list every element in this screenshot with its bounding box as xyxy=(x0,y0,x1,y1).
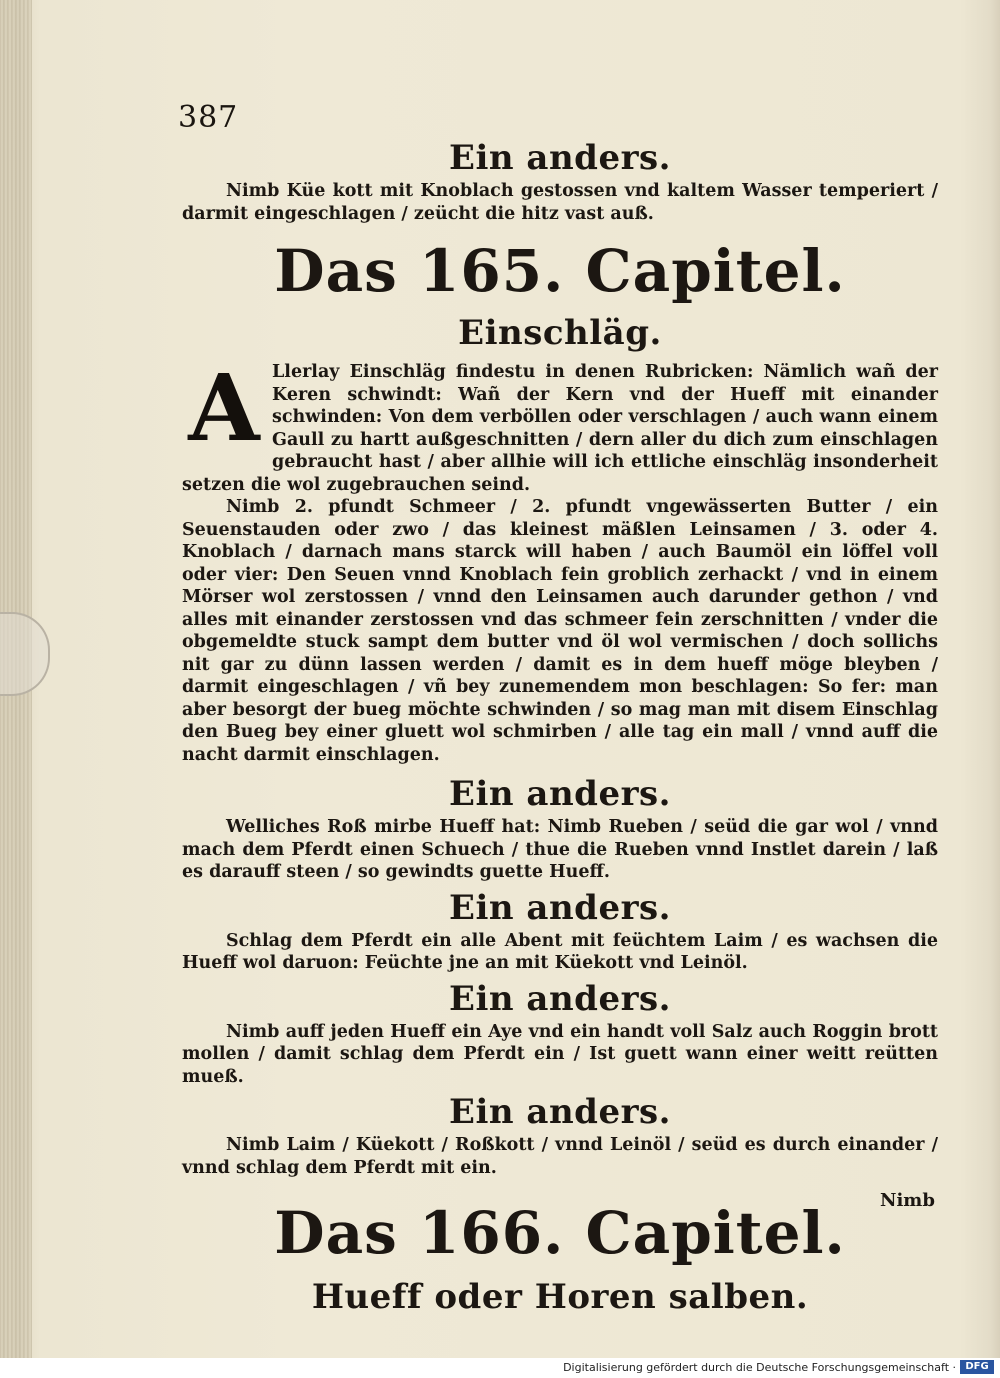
paragraph: Welliches Roß mirbe Hueff hat: Nimb Rueben / seüd die gar wol / vnnd mach dem Pferdt einen Schuech / thue die Rueben vnnd Instlet darein / laß es darauff steen / so gewindts guette Hueff. xyxy=(182,817,938,882)
section-heading: Hueff oder Horen salben. xyxy=(311,1277,809,1317)
page-number: 387 xyxy=(178,100,239,135)
decorated-paragraph xyxy=(182,354,938,496)
decorated-initial: A xyxy=(188,354,260,462)
chapter-title: Das 166. Capitel. xyxy=(274,1199,846,1267)
page-content xyxy=(182,130,938,1319)
paragraph: Nimb Laim / Küekott / Roßkott / vnnd Leinöl / seüd es durch einander / vnnd schlag dem Pferdt mit ein. xyxy=(182,1135,938,1178)
catchword: Nimb xyxy=(880,1190,935,1211)
dfg-logo: DFG xyxy=(960,1360,994,1374)
section-heading: Ein anders. xyxy=(449,887,671,928)
footer-bar xyxy=(0,1358,1000,1378)
section-heading: Ein anders. xyxy=(449,978,671,1019)
section-heading: Einschläg. xyxy=(458,313,662,353)
section-heading: Ein anders. xyxy=(449,774,671,814)
paragraph: Llerlay Einschläg findestu in denen Rubricken: Nämlich wañ der Keren schwindt: Wañ der Kern vnd der Hueff mit einander schwinden: Von dem verböllen oder verschlagen / auch wann einem Gaull zu hartt außgeschnitten / dern aller du dich zum einschlagen gebraucht hast / aber allhie will ich ettliche einschläg insonderheit setzen die wol zugebrauchen seind. xyxy=(182,362,938,495)
section-heading: Ein anders. xyxy=(449,138,671,178)
footer-credit: Digitalisierung gefördert durch die Deutsche Forschungsgemeinschaft · xyxy=(563,1361,956,1374)
paragraph: Nimb 2. pfundt Schmeer / 2. pfundt vngewässerten Butter / ein Seuenstauden oder zwo / das kleinest mäßlen Leinsamen / 3. oder 4. Knoblach / darnach mans starck will haben / auch Baumöl ein löffel voll oder vier: Den Seuen vnnd Knoblach fein groblich zerhackt / vnd in einem Mörser wol zerstossen / vnnd den Leinsamen auch darunder gethon / vnd alles mit einander zerstossen vnd das schmeer fein zerschnitten / vnder die obgemeldte stuck sampt dem butter vnd öl wol vermischen / doch sollichs nit gar zu dünn lassen werden / damit es in dem hueff möge bleyben / darmit eingeschlagen / vñ bey zunemendem mon beschlagen: So fer: man aber besorgt der bueg möchte schwinden / so mag man mit disem Einschlag den Bueg bey einer gluett wol schmirben / alle tag ein mall / vnnd auff die nacht darmit einschlagen. xyxy=(182,497,938,765)
paragraph: Nimb auff jeden Hueff ein Aye vnd ein handt voll Salz auch Roggin brott mollen / damit schlag dem Pferdt ein / Ist guett wann einer weitt reütten mueß. xyxy=(182,1021,938,1087)
section-heading: Ein anders. xyxy=(449,1092,671,1132)
chapter-title: Das 165. Capitel. xyxy=(274,237,846,305)
paragraph: Nimb Küe kott mit Knoblach gestossen vnd kaltem Wasser temperiert / darmit eingeschlagen / zeücht die hitz vast auß. xyxy=(182,181,938,224)
paragraph: Schlag dem Pferdt ein alle Abent mit feüchtem Laim / es wachsen die Hueff wol daruon: Feüchte jne an mit Küekott vnd Leinöl. xyxy=(182,930,938,973)
